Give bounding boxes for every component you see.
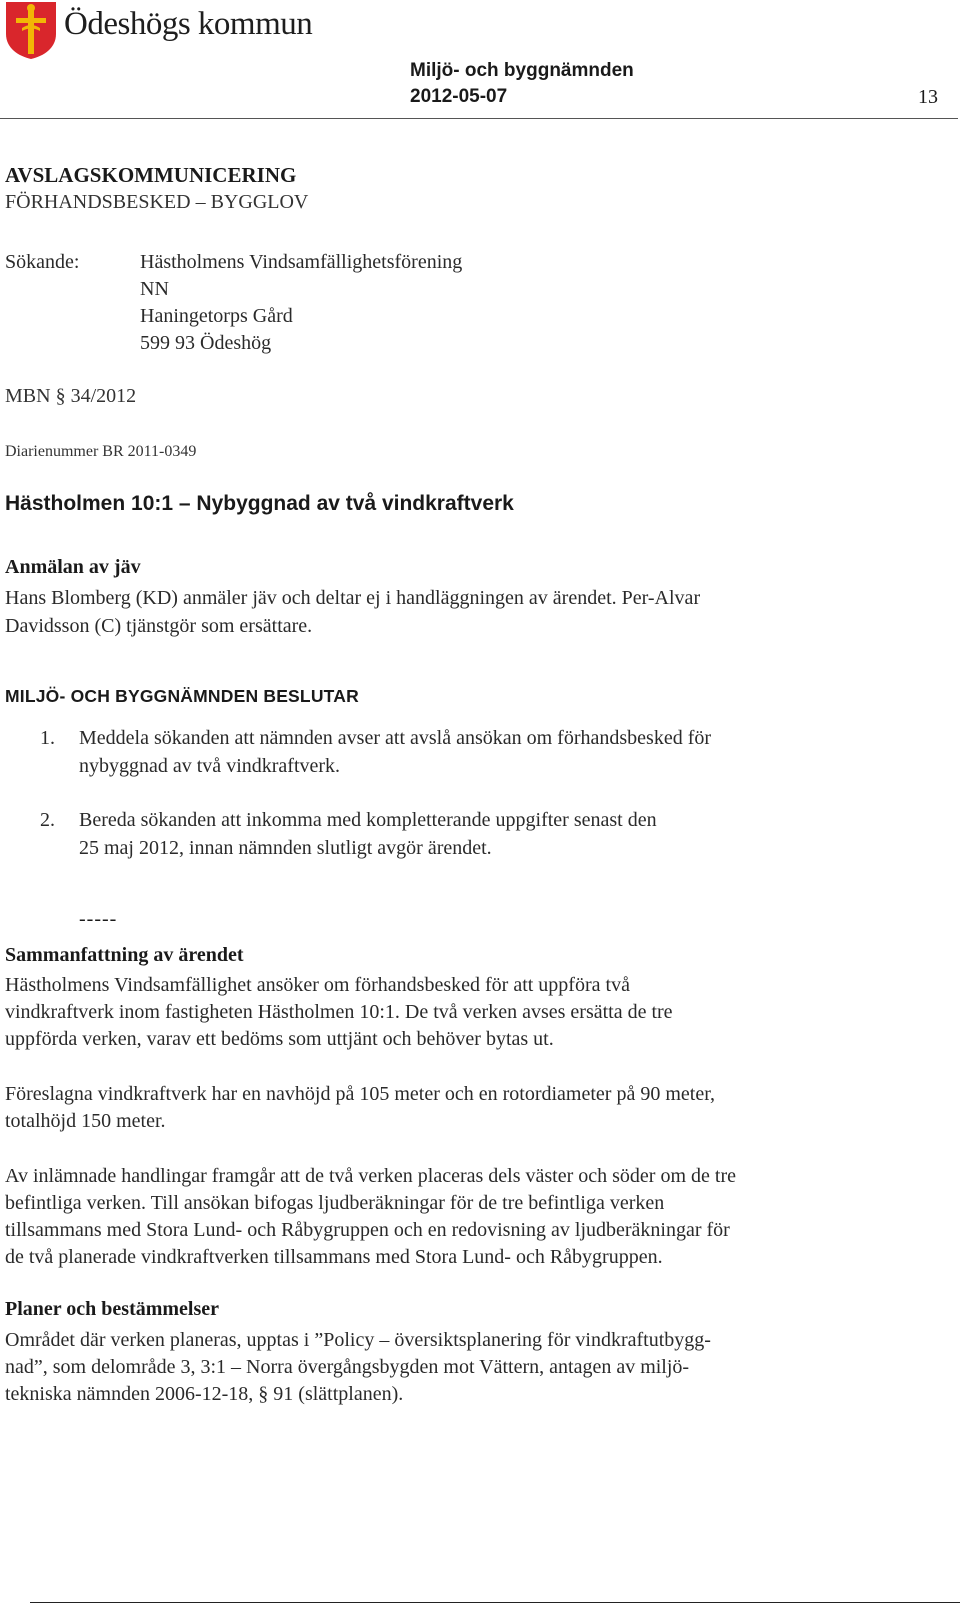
summary-line: Hästholmens Vindsamfällighet ansöker om förhandsbesked för att uppföra två bbox=[5, 974, 630, 996]
summary-line: uppförda verken, varav ett bedöms som uttjänt och behöver bytas ut. bbox=[5, 1028, 554, 1050]
header-divider bbox=[0, 118, 958, 119]
decision-item-text: Meddela sökanden att nämnden avser att avslå ansökan om förhandsbesked för bbox=[79, 727, 712, 749]
applicant-line: 599 93 Ödeshög bbox=[140, 332, 272, 354]
disqualification-heading: Anmälan av jäv bbox=[5, 556, 141, 578]
plans-line: Området där verken planeras, upptas i ”Policy – översiktsplanering för vindkraftutbygg- bbox=[5, 1329, 711, 1351]
footer-divider bbox=[30, 1602, 960, 1603]
decision-item-text: nybyggnad av två vindkraftverk. bbox=[79, 755, 341, 777]
plans-heading: Planer och bestämmelser bbox=[5, 1298, 220, 1320]
applicant-line: Hästholmens Vindsamfällighetsförening bbox=[140, 251, 463, 273]
plans-line: nad”, som delområde 3, 3:1 – Norra övergångsbygden mot Vättern, antagen av miljö- bbox=[5, 1356, 690, 1378]
plans-line: tekniska nämnden 2006-12-18, § 91 (slättplanen). bbox=[5, 1383, 404, 1405]
municipality-logo bbox=[4, 0, 58, 60]
summary-line: Av inlämnade handlingar framgår att de två verken placeras dels väster och söder om de tre bbox=[5, 1165, 736, 1187]
case-number: MBN § 34/2012 bbox=[5, 385, 137, 407]
summary-line: Föreslagna vindkraftverk har en navhöjd på 105 meter och en rotordiameter på 90 meter, bbox=[5, 1083, 716, 1105]
case-title: Hästholmen 10:1 – Nybyggnad av två vindkraftverk bbox=[5, 492, 514, 515]
section-separator: ----- bbox=[79, 908, 118, 930]
applicant-line: Haningetorps Gård bbox=[140, 305, 293, 327]
decision-item-number: 2. bbox=[40, 809, 55, 831]
page-number: 13 bbox=[918, 86, 938, 108]
summary-line: totalhöjd 150 meter. bbox=[5, 1110, 166, 1132]
summary-line: vindkraftverk inom fastigheten Hästholmen 10:1. De två verken avses ersätta de tre bbox=[5, 1001, 673, 1023]
committee-name: Miljö- och byggnämnden bbox=[410, 60, 634, 81]
document-subtitle: FÖRHANDSBESKED – BYGGLOV bbox=[5, 191, 309, 213]
document-title: AVSLAGSKOMMUNICERING bbox=[5, 163, 297, 187]
decision-item-text: Bereda sökanden att inkomma med kompletterande uppgifter senast den bbox=[79, 809, 657, 831]
decision-item-text: 25 maj 2012, innan nämnden slutligt avgör ärendet. bbox=[79, 837, 492, 859]
summary-line: de två planerade vindkraftverken tillsammans med Stora Lund- och Råbygruppen. bbox=[5, 1246, 663, 1268]
coat-of-arms-icon bbox=[4, 0, 58, 60]
applicant-label: Sökande: bbox=[5, 251, 80, 273]
disqualification-text-line: Hans Blomberg (KD) anmäler jäv och deltar ej i handläggningen av ärendet. Per-Alvar bbox=[5, 587, 701, 609]
decision-item-number: 1. bbox=[40, 727, 55, 749]
applicant-line: NN bbox=[140, 278, 169, 300]
decision-heading: MILJÖ- OCH BYGGNÄMNDEN BESLUTAR bbox=[5, 686, 359, 706]
summary-line: tillsammans med Stora Lund- och Råbygruppen och en redovisning av ljudberäkningar för bbox=[5, 1219, 730, 1241]
municipality-name: Ödeshögs kommun bbox=[64, 6, 313, 42]
summary-heading: Sammanfattning av ärendet bbox=[5, 944, 244, 966]
meeting-date: 2012-05-07 bbox=[410, 86, 508, 107]
disqualification-text-line: Davidsson (C) tjänstgör som ersättare. bbox=[5, 615, 313, 637]
summary-line: befintliga verken. Till ansökan bifogas ljudberäkningar för de tre befintliga verken bbox=[5, 1192, 665, 1214]
diary-number: Diarienummer BR 2011-0349 bbox=[5, 443, 197, 460]
